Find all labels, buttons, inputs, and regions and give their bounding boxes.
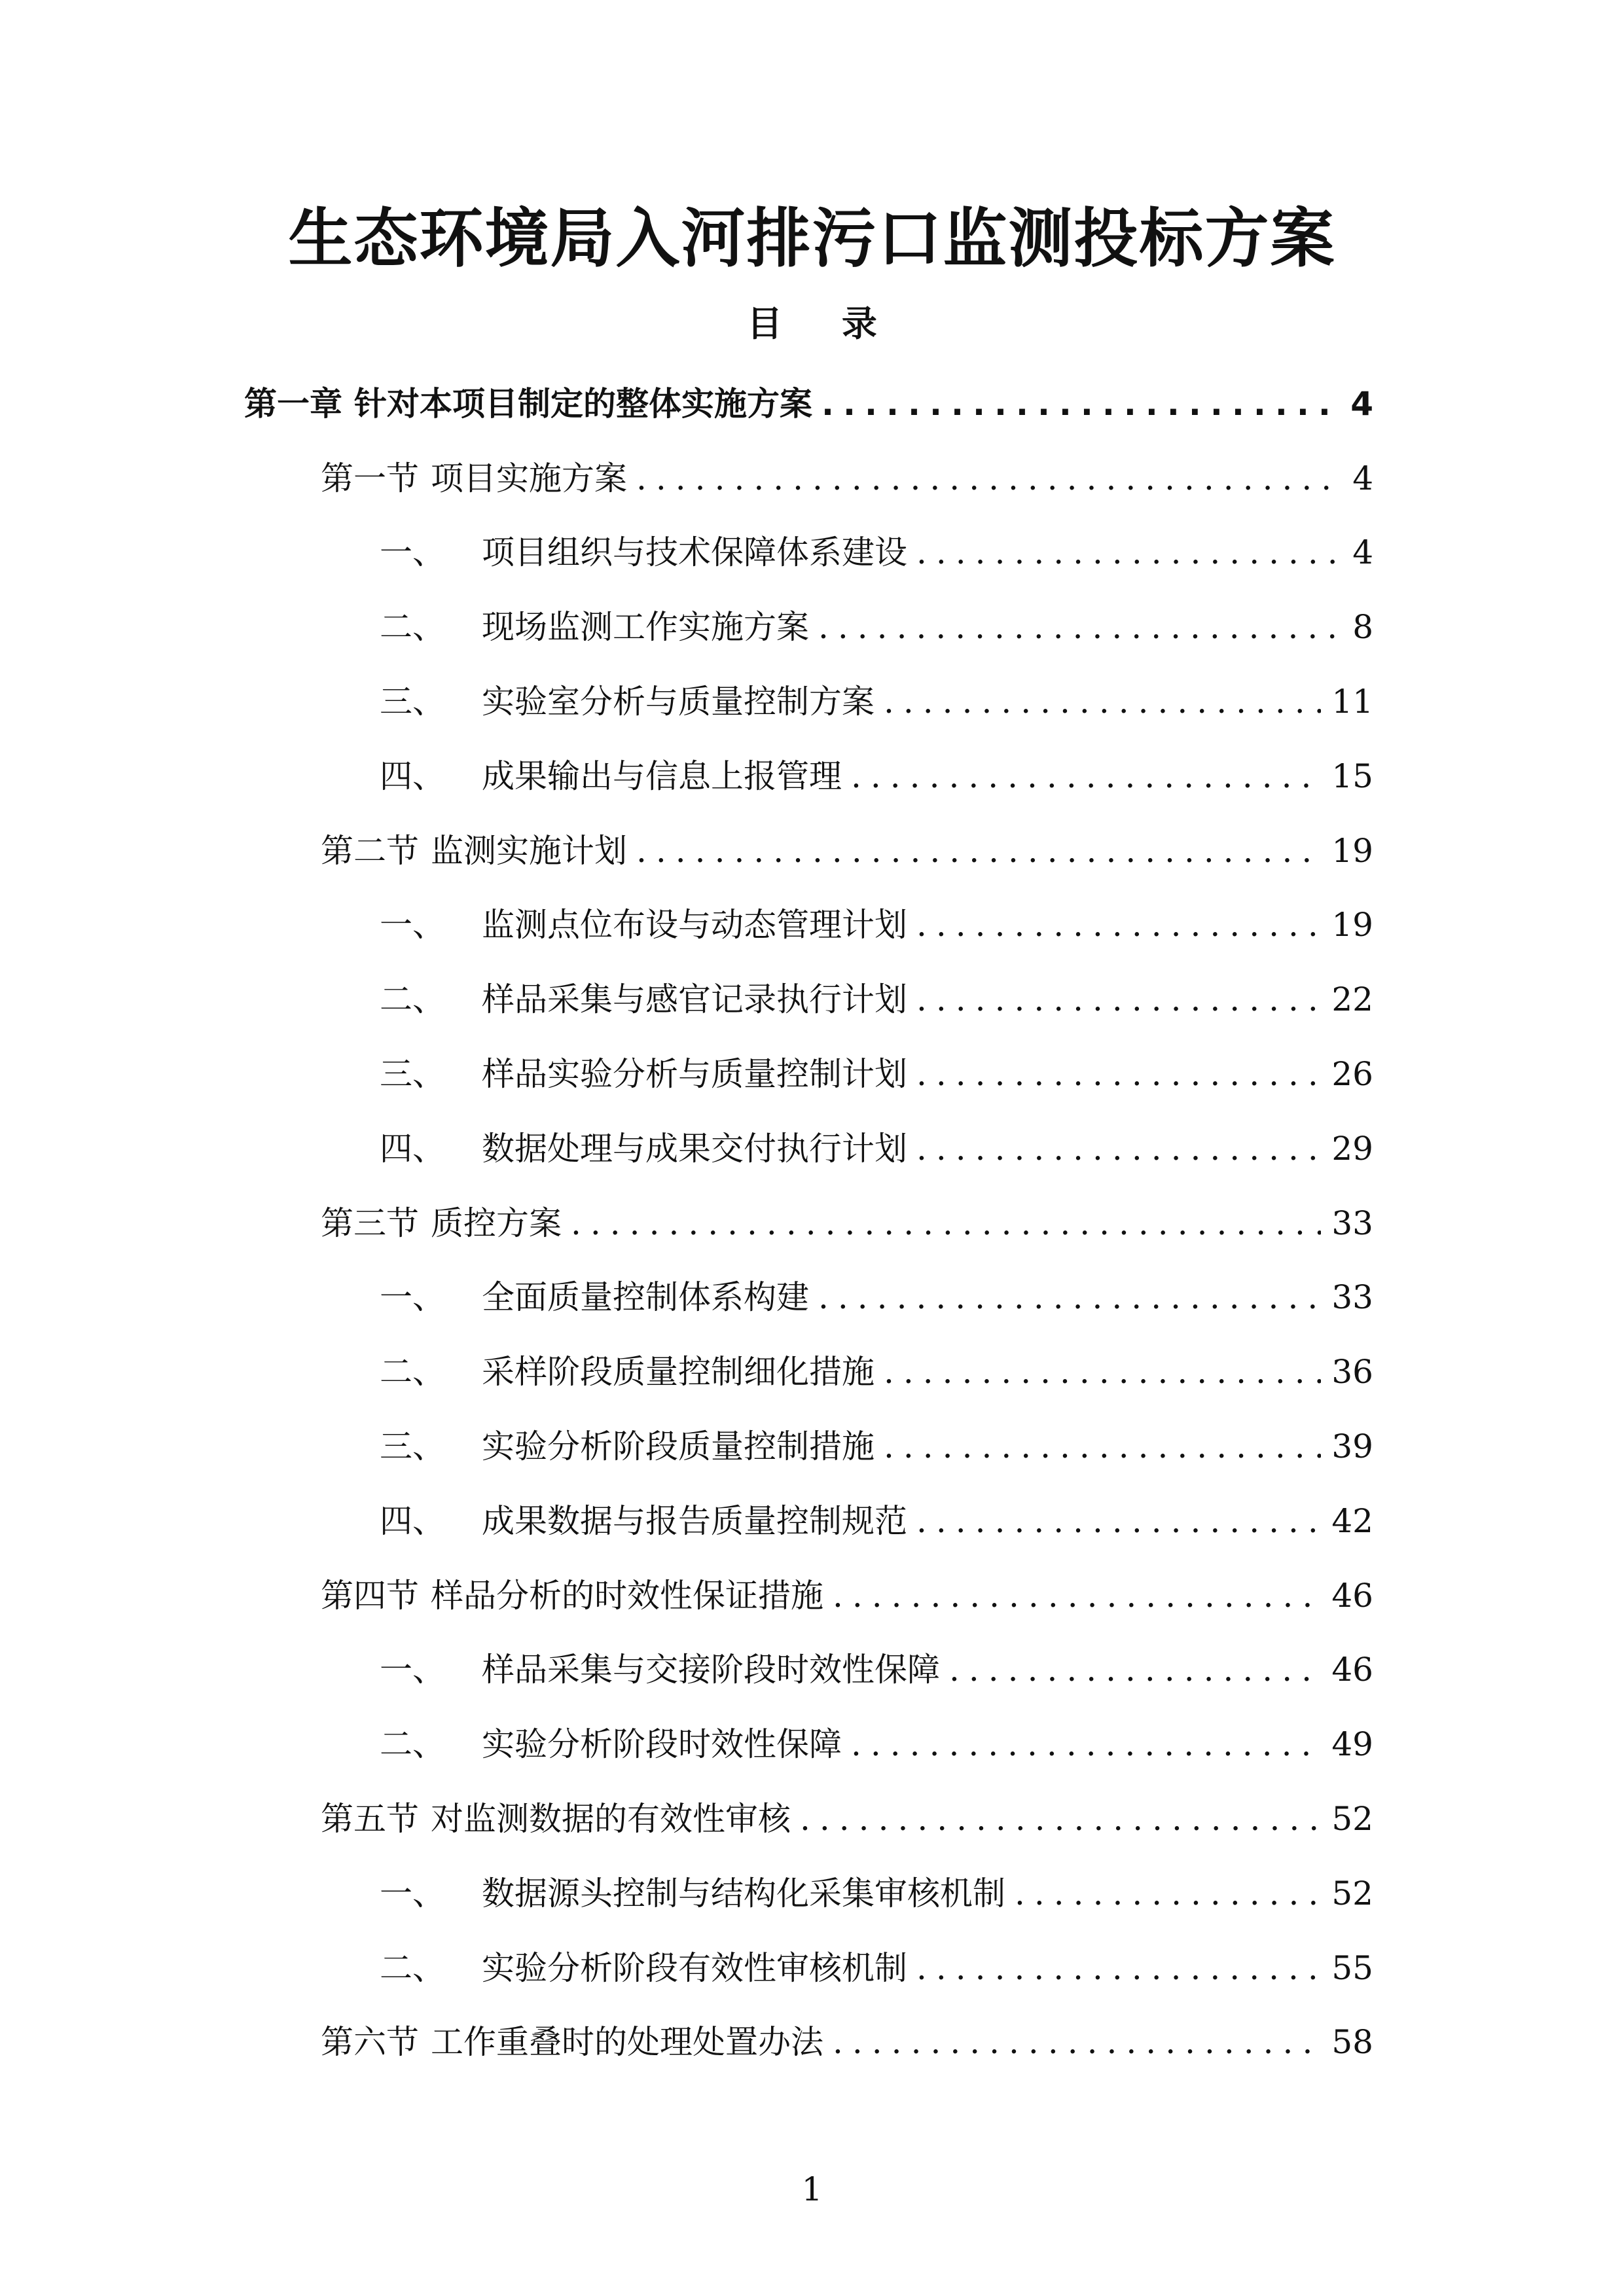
toc-dot-leader xyxy=(916,1048,1321,1100)
toc-entry[interactable] xyxy=(0,1856,1624,1931)
toc-dot-leader xyxy=(821,378,1340,430)
toc-dot-leader xyxy=(884,675,1321,728)
toc-entry-title: 监测实施计划 xyxy=(431,831,627,870)
toc-page-number: 39 xyxy=(1331,1427,1373,1466)
toc-entry-line[interactable] xyxy=(321,1793,1373,1845)
toc-page-number: 33 xyxy=(1331,1278,1373,1317)
toc-entry-number: 二、 xyxy=(380,608,445,647)
toc-entry-line[interactable] xyxy=(380,899,1373,951)
toc-entry-number: 三、 xyxy=(380,1427,445,1466)
toc-dot-leader xyxy=(916,1122,1321,1175)
toc-entry-line[interactable] xyxy=(244,378,1373,430)
toc-entry-line[interactable] xyxy=(321,825,1373,877)
toc-entry-title: 样品实验分析与质量控制计划 xyxy=(482,1055,907,1094)
toc-entry-number: 一、 xyxy=(380,1651,445,1689)
toc-entry-number: 第三节 xyxy=(321,1204,419,1242)
toc-entry-title: 数据处理与成果交付执行计划 xyxy=(482,1129,907,1168)
toc-entry-title: 实验室分析与质量控制方案 xyxy=(482,683,875,721)
toc-heading: 目 录 xyxy=(747,303,901,344)
toc-entry-number: 第六节 xyxy=(321,2023,419,2062)
toc-dot-leader xyxy=(833,2016,1321,2068)
toc-page-number: 8 xyxy=(1352,608,1373,647)
toc-dot-leader xyxy=(851,750,1321,802)
toc-entry-line[interactable] xyxy=(380,1643,1373,1696)
toc-dot-leader xyxy=(916,973,1321,1026)
toc-entry[interactable] xyxy=(0,1261,1624,1335)
toc-entry-number: 一、 xyxy=(380,1874,445,1912)
toc-page-number: 29 xyxy=(1331,1129,1373,1168)
toc-entry-title: 样品分析的时效性保证措施 xyxy=(431,1576,823,1615)
toc-page-number: 19 xyxy=(1331,906,1373,944)
toc-page-number: 33 xyxy=(1331,1204,1373,1242)
toc-entry-title: 针对本项目制定的整体实施方案 xyxy=(354,384,812,423)
toc-entry-line[interactable] xyxy=(321,452,1373,505)
toc-entry-line[interactable] xyxy=(380,1867,1373,1920)
toc-entry[interactable] xyxy=(0,1335,1624,1409)
toc-entry-number: 一、 xyxy=(380,906,445,944)
toc-entry-title: 工作重叠时的处理处置办法 xyxy=(431,2023,823,2062)
toc-page-number: 46 xyxy=(1331,1576,1373,1615)
toc-page-number: 4 xyxy=(1352,459,1373,497)
toc-dot-leader xyxy=(800,1793,1321,1845)
toc-entry-line[interactable] xyxy=(380,675,1373,728)
toc-entry-title: 监测点位布设与动态管理计划 xyxy=(482,906,907,944)
toc-entry[interactable] xyxy=(0,814,1624,888)
toc-entry-number: 四、 xyxy=(380,1129,445,1168)
toc-entry[interactable] xyxy=(0,1409,1624,1484)
toc-entry-title: 全面质量控制体系构建 xyxy=(482,1278,809,1317)
toc-page-number: 19 xyxy=(1331,831,1373,870)
toc-page-number: 52 xyxy=(1331,1800,1373,1839)
toc-entry-number: 二、 xyxy=(380,1353,445,1391)
toc-entry-line[interactable] xyxy=(380,1271,1373,1323)
toc-entry-title: 质控方案 xyxy=(431,1204,562,1242)
toc-page-number: 55 xyxy=(1331,1948,1373,1987)
toc-entry[interactable] xyxy=(0,664,1624,739)
toc-entry-number: 四、 xyxy=(380,1501,445,1540)
toc-entry[interactable] xyxy=(0,1931,1624,2005)
toc-entry-title: 对监测数据的有效性审核 xyxy=(431,1800,791,1839)
toc-entry[interactable] xyxy=(0,1111,1624,1186)
toc-page-number: 42 xyxy=(1331,1501,1373,1540)
toc-dot-leader xyxy=(818,1271,1321,1323)
toc-entry-number: 三、 xyxy=(380,683,445,721)
toc-entry-number: 二、 xyxy=(380,980,445,1019)
toc-entry[interactable] xyxy=(0,1037,1624,1111)
document-title: 生态环境局入河排污口监测投标方案 xyxy=(288,202,1336,276)
toc-entry[interactable] xyxy=(0,1782,1624,1856)
toc-entry[interactable] xyxy=(0,590,1624,664)
toc-entry-title: 项目实施方案 xyxy=(431,459,627,497)
toc-entry-number: 二、 xyxy=(380,1725,445,1764)
toc-entry-title: 数据源头控制与结构化采集审核机制 xyxy=(482,1874,1005,1912)
toc-entry-line[interactable] xyxy=(380,1346,1373,1398)
toc-page-number: 58 xyxy=(1331,2023,1373,2062)
toc-entry-title: 成果输出与信息上报管理 xyxy=(482,757,842,795)
toc-entry-line[interactable] xyxy=(380,1048,1373,1100)
toc-dot-leader xyxy=(949,1643,1321,1696)
toc-entry[interactable] xyxy=(0,1707,1624,1782)
table-of-contents xyxy=(0,367,1624,2079)
toc-page-number: 36 xyxy=(1331,1353,1373,1391)
toc-entry-number: 一、 xyxy=(380,533,445,572)
toc-entry[interactable] xyxy=(0,888,1624,963)
toc-entry-line[interactable] xyxy=(380,1718,1373,1770)
toc-page-number: 22 xyxy=(1331,980,1373,1019)
toc-entry-title: 实验分析阶段质量控制措施 xyxy=(482,1427,875,1466)
toc-entry-number: 四、 xyxy=(380,757,445,795)
toc-entry[interactable] xyxy=(0,516,1624,590)
toc-dot-leader xyxy=(636,825,1321,877)
toc-entry-line[interactable] xyxy=(321,1570,1373,1622)
toc-page-number: 4 xyxy=(1352,533,1373,572)
toc-page-number: 46 xyxy=(1331,1651,1373,1689)
toc-dot-leader xyxy=(916,1942,1321,1994)
toc-entry-number: 第四节 xyxy=(321,1576,419,1615)
toc-entry-line[interactable] xyxy=(321,2016,1373,2068)
toc-entry-number: 三、 xyxy=(380,1055,445,1094)
toc-entry[interactable] xyxy=(0,1186,1624,1261)
toc-dot-leader xyxy=(636,452,1342,505)
toc-page-number: 52 xyxy=(1331,1874,1373,1912)
toc-dot-leader xyxy=(916,1495,1321,1547)
toc-page-number: 15 xyxy=(1331,757,1373,795)
toc-dot-leader xyxy=(818,601,1342,653)
toc-entry[interactable] xyxy=(0,1484,1624,1558)
toc-dot-leader xyxy=(571,1197,1321,1249)
toc-entry-line[interactable] xyxy=(380,973,1373,1026)
toc-entry-line[interactable] xyxy=(380,526,1373,579)
toc-entry-line[interactable] xyxy=(380,601,1373,653)
toc-page-number: 26 xyxy=(1331,1055,1373,1094)
toc-dot-leader xyxy=(851,1718,1321,1770)
toc-entry-line[interactable] xyxy=(380,1495,1373,1547)
toc-entry[interactable] xyxy=(0,441,1624,516)
toc-dot-leader xyxy=(916,899,1321,951)
toc-entry-title: 成果数据与报告质量控制规范 xyxy=(482,1501,907,1540)
toc-entry-line[interactable] xyxy=(321,1197,1373,1249)
toc-entry-title: 样品采集与交接阶段时效性保障 xyxy=(482,1651,940,1689)
toc-dot-leader xyxy=(884,1346,1321,1398)
toc-entry-line[interactable] xyxy=(380,1420,1373,1473)
toc-dot-leader xyxy=(884,1420,1321,1473)
toc-entry-number: 第一章 xyxy=(244,384,342,423)
toc-entry-title: 样品采集与感官记录执行计划 xyxy=(482,980,907,1019)
toc-entry[interactable] xyxy=(0,1633,1624,1708)
toc-entry-number: 二、 xyxy=(380,1948,445,1987)
toc-entry-line[interactable] xyxy=(380,1122,1373,1175)
toc-entry[interactable] xyxy=(0,962,1624,1037)
toc-entry-title: 采样阶段质量控制细化措施 xyxy=(482,1353,875,1391)
toc-page-number: 49 xyxy=(1331,1725,1373,1764)
toc-entry[interactable] xyxy=(0,367,1624,441)
toc-entry-number: 第一节 xyxy=(321,459,419,497)
toc-entry-number: 第二节 xyxy=(321,831,419,870)
toc-entry-title: 实验分析阶段时效性保障 xyxy=(482,1725,842,1764)
toc-dot-leader xyxy=(1015,1867,1321,1920)
toc-entry[interactable] xyxy=(0,739,1624,814)
page-number: 1 xyxy=(801,2170,823,2208)
toc-entry-title: 现场监测工作实施方案 xyxy=(482,608,809,647)
toc-page-number: 11 xyxy=(1331,683,1373,721)
toc-entry[interactable] xyxy=(0,2005,1624,2080)
toc-entry-line[interactable] xyxy=(380,750,1373,802)
toc-entry-number: 第五节 xyxy=(321,1800,419,1839)
toc-entry-line[interactable] xyxy=(380,1942,1373,1994)
toc-dot-leader xyxy=(833,1570,1321,1622)
toc-page-number: 4 xyxy=(1350,384,1373,423)
toc-entry-title: 实验分析阶段有效性审核机制 xyxy=(482,1948,907,1987)
toc-entry[interactable] xyxy=(0,1558,1624,1633)
toc-dot-leader xyxy=(916,526,1342,579)
toc-entry-number: 一、 xyxy=(380,1278,445,1317)
toc-entry-title: 项目组织与技术保障体系建设 xyxy=(482,533,907,572)
